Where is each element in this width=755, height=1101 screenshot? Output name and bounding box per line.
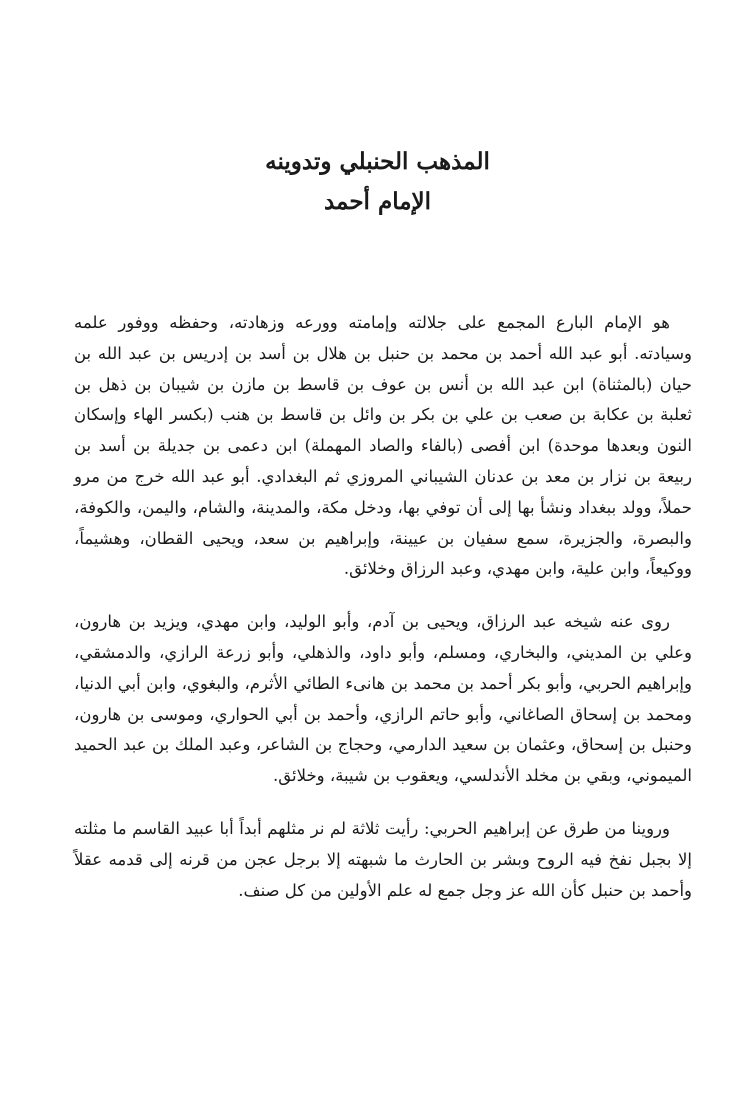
heading-block xyxy=(0,142,755,222)
body-text xyxy=(74,308,692,906)
paragraph-biography: هو الإمام البارع المجمع على جلالته وإمامته وورعه وزهادته، وحفظه ووفور علمه وسيادته. أبو عبد الله أحمد بن محمد بن حنبل بن هلال بن أسد بن إدريس بن عبد الله بن حيان (بالمثناة) ابن عبد الله بن أنس بن عوف بن قاسط بن مازن بن شيبان بن ذهل بن ثعلبة بن عكابة بن صعب بن علي بن بكر بن وائل بن قاسط بن هنب (بكسر الهاء وإسكان النون وبعدها موحدة) ابن أفصى (بالفاء والصاد المهملة) ابن دعمى بن جديلة بن أسد بن ربيعة بن نزار بن معد بن عدنان الشيباني المروزي ثم البغدادي. أبو عبد الله خرج من مرو حملاً، وولد ببغداد ونشأ بها إلى أن توفي بها، ودخل مكة، والمدينة، والشام، واليمن، والكوفة، والبصرة، والجزيرة، سمع سفيان بن عيينة، وإبراهيم بن سعد، ويحيى القطان، وهشيماً، ووكيعاً، وابن علية، وابن مهدي، وعبد الرزاق وخلائق. xyxy=(74,313,692,579)
paragraph-narrators: روى عنه شيخه عبد الرزاق، ويحيى بن آدم، وأبو الوليد، وابن مهدي، ويزيد بن هارون، وعلي بن المديني، والبخاري، ومسلم، وأبو داود، والذهلي، وأبو زرعة الرازي، والدمشقي، وإبراهيم الحربي، وأبو بكر أحمد بن محمد بن هانىء الطائي الأثرم، والبغوي، وابن أبي الدنيا، ومحمد بن إسحاق الصاغاني، وأبو حاتم الرازي، وأحمد بن أبي الحواري، وموسى بن هارون، وحنبل بن إسحاق، وعثمان بن سعيد الدارمي، وحجاج بن الشاعر، وعبد الملك بن عبد الحميد الميموني، وبقي بن مخلد الأندلسي، ويعقوب بن شيبة، وخلائق. xyxy=(74,612,692,786)
chapter-title: المذهب الحنبلي وتدوينه xyxy=(265,148,490,175)
section-subtitle: الإمام أحمد xyxy=(323,188,432,215)
paragraph-harbi-quote: وروينا من طرق عن إبراهيم الحربي: رأيت ثلاثة لم نر مثلهم أبداً أبا عبيد القاسم ما مثلته إلا بجبل نفخ فيه الروح وبشر بن الحارث ما شبهته إلا برجل عجن من قرنه إلى قدمه عقلاً وأحمد بن حنبل كأن الله عز وجل جمع له علم الأولين من كل صنف. xyxy=(74,818,692,900)
